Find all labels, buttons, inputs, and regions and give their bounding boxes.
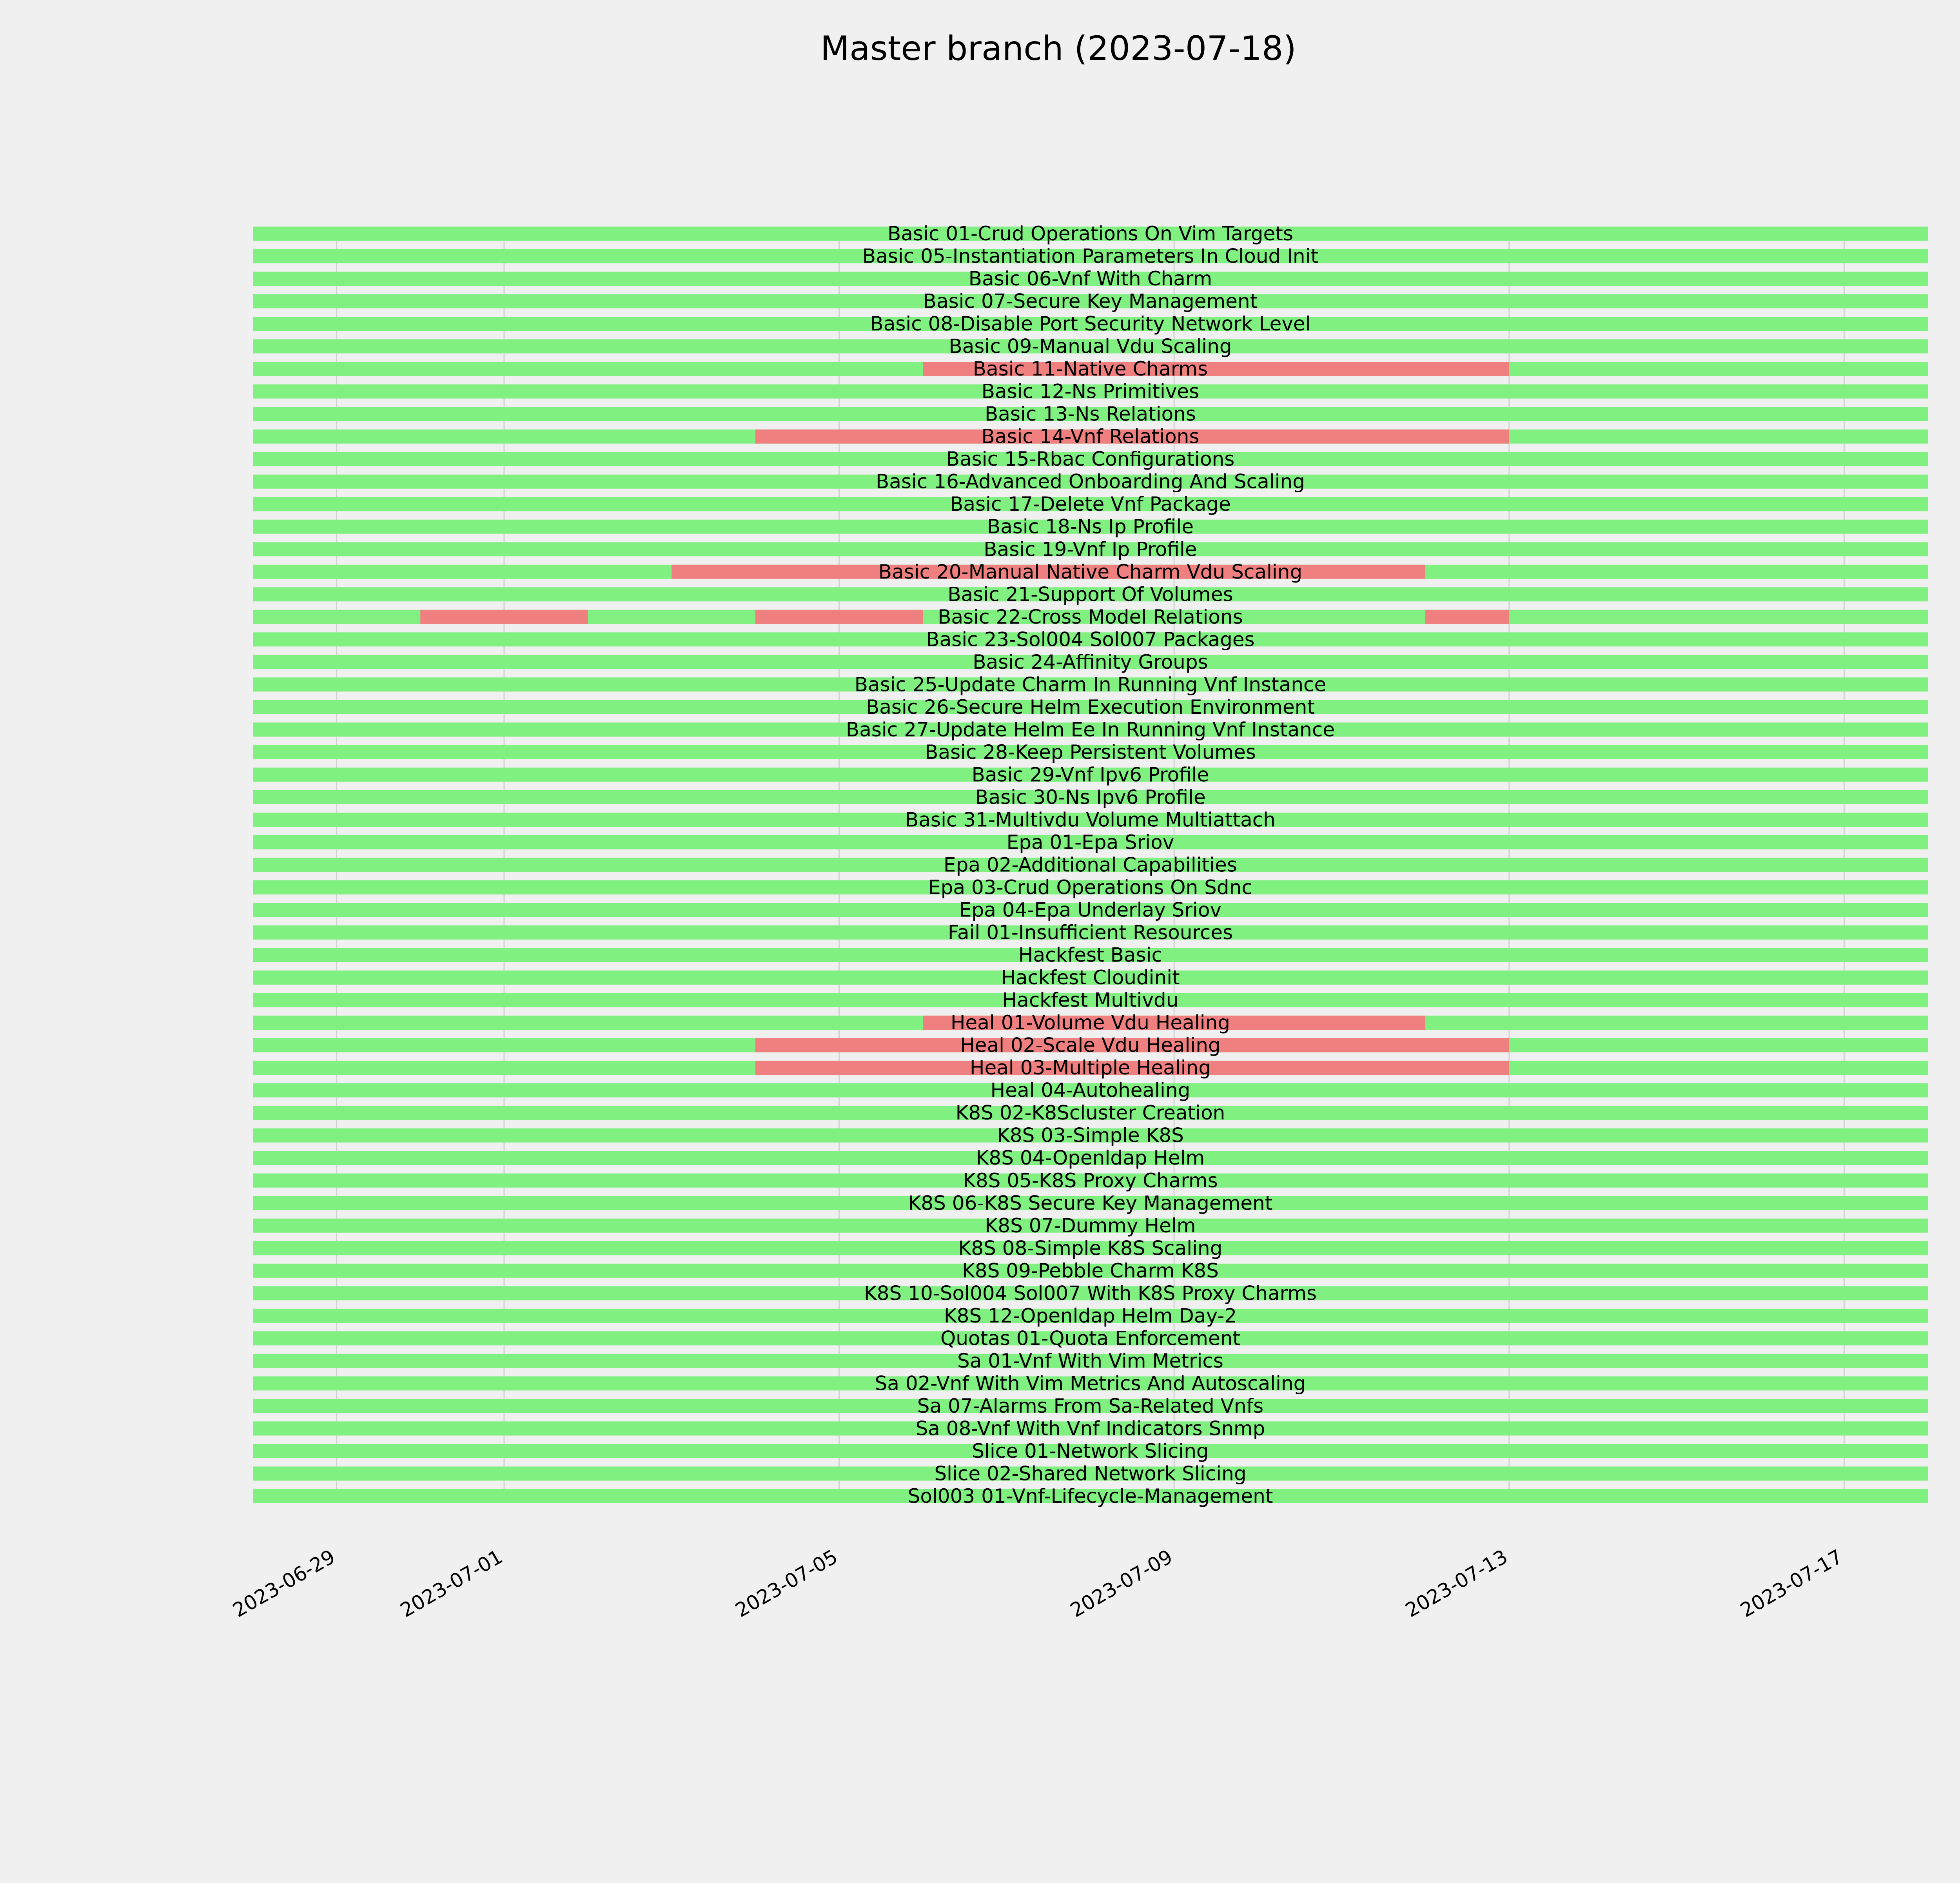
row-label: Basic 19-Vnf Ip Profile: [984, 538, 1197, 561]
row-label: Hackfest Multivdu: [1002, 989, 1179, 1012]
row-label: Basic 21-Support Of Volumes: [947, 583, 1233, 606]
row-label: Epa 02-Additional Capabilities: [944, 853, 1237, 876]
row-label: Sol003 01-Vnf-Lifecycle-Management: [907, 1485, 1273, 1507]
row-label: Sa 07-Alarms From Sa-Related Vnfs: [917, 1394, 1264, 1417]
row-label: K8S 03-Simple K8S: [997, 1124, 1184, 1147]
row-label: K8S 05-K8S Proxy Charms: [963, 1169, 1218, 1192]
row-label: Basic 17-Delete Vnf Package: [950, 493, 1231, 516]
row-label: Heal 04-Autohealing: [990, 1079, 1191, 1102]
row-label: Sa 01-Vnf With Vim Metrics: [957, 1349, 1223, 1372]
row-label: Basic 29-Vnf Ipv6 Profile: [971, 763, 1209, 786]
row-label: K8S 06-K8S Secure Key Management: [908, 1192, 1273, 1215]
fail-segment: [1425, 610, 1509, 624]
row-label: Basic 23-Sol004 Sol007 Packages: [926, 628, 1255, 651]
fail-segment: [755, 610, 923, 624]
row-label: Basic 18-Ns Ip Profile: [987, 515, 1194, 538]
row-label: K8S 10-Sol004 Sol007 With K8S Proxy Charms: [864, 1282, 1317, 1305]
row-label: Basic 01-Crud Operations On Vim Targets: [887, 222, 1293, 245]
row-label: Epa 03-Crud Operations On Sdnc: [928, 876, 1252, 899]
fail-segment: [420, 610, 588, 624]
row-label: Sa 02-Vnf With Vim Metrics And Autoscaling: [875, 1372, 1306, 1395]
x-tick-label: 2023-07-05: [731, 1545, 842, 1622]
row-label: Basic 28-Keep Persistent Volumes: [925, 740, 1256, 764]
row-label: K8S 07-Dummy Helm: [985, 1214, 1196, 1237]
row-label: Basic 09-Manual Vdu Scaling: [949, 335, 1232, 358]
row-label: Hackfest Cloudinit: [1001, 966, 1180, 989]
row-label: K8S 12-Openldap Helm Day-2: [944, 1304, 1237, 1327]
row-label: K8S 09-Pebble Charm K8S: [962, 1259, 1219, 1282]
row-label: Basic 16-Advanced Onboarding And Scaling: [876, 470, 1305, 493]
row-label: Epa 01-Epa Sriov: [1006, 831, 1174, 854]
row-label: Basic 08-Disable Port Security Network Level: [870, 312, 1311, 336]
row-label: Slice 02-Shared Network Slicing: [934, 1462, 1247, 1485]
row-label: Basic 22-Cross Model Relations: [938, 605, 1243, 628]
row-label: Basic 15-Rbac Configurations: [946, 448, 1235, 471]
row-label: Basic 20-Manual Native Charm Vdu Scaling: [878, 560, 1303, 583]
row-label: K8S 08-Simple K8S Scaling: [958, 1237, 1223, 1260]
x-tick-label: 2023-07-13: [1401, 1545, 1512, 1622]
row-label: Basic 11-Native Charms: [973, 357, 1208, 381]
x-tick-label: 2023-07-01: [396, 1545, 506, 1622]
row-label: Basic 05-Instantiation Parameters In Cloud Init: [862, 245, 1319, 268]
x-tick-label: 2023-07-09: [1066, 1545, 1177, 1622]
row-label: Heal 03-Multiple Healing: [969, 1056, 1211, 1079]
row-label: Basic 07-Secure Key Management: [923, 290, 1258, 313]
row-label: Basic 25-Update Charm In Running Vnf Instance: [854, 673, 1327, 696]
row-label: Basic 27-Update Helm Ee In Running Vnf Instance: [846, 718, 1335, 741]
row-label: Basic 14-Vnf Relations: [981, 425, 1200, 448]
row-label: Hackfest Basic: [1018, 943, 1162, 967]
row-label: Basic 13-Ns Relations: [985, 403, 1196, 426]
row-label: Sa 08-Vnf With Vnf Indicators Snmp: [915, 1417, 1265, 1440]
row-label: Basic 24-Affinity Groups: [973, 650, 1208, 673]
row-label: Basic 12-Ns Primitives: [981, 380, 1200, 403]
row-label: Basic 31-Multivdu Volume Multiattach: [905, 808, 1276, 831]
row-label: Heal 01-Volume Vdu Healing: [950, 1011, 1230, 1034]
row-label: K8S 04-Openldap Helm: [976, 1146, 1205, 1170]
x-axis-ticks: [229, 1545, 1846, 1622]
row-label: Basic 26-Secure Helm Execution Environment: [866, 695, 1315, 718]
x-tick-label: 2023-07-17: [1736, 1545, 1847, 1622]
row-label: Heal 02-Scale Vdu Healing: [960, 1034, 1221, 1057]
row-label: Basic 06-Vnf With Charm: [968, 267, 1212, 290]
row-label: Epa 04-Epa Underlay Sriov: [959, 898, 1222, 922]
chart-title: Master branch (2023-07-18): [820, 29, 1297, 68]
row-label: Basic 30-Ns Ipv6 Profile: [975, 785, 1206, 809]
row-label: Slice 01-Network Slicing: [972, 1439, 1209, 1462]
row-label: Quotas 01-Quota Enforcement: [940, 1327, 1241, 1350]
row-label: K8S 02-K8Scluster Creation: [955, 1101, 1225, 1125]
row-label: Fail 01-Insufficient Resources: [947, 921, 1233, 944]
x-tick-label: 2023-06-29: [229, 1545, 339, 1622]
